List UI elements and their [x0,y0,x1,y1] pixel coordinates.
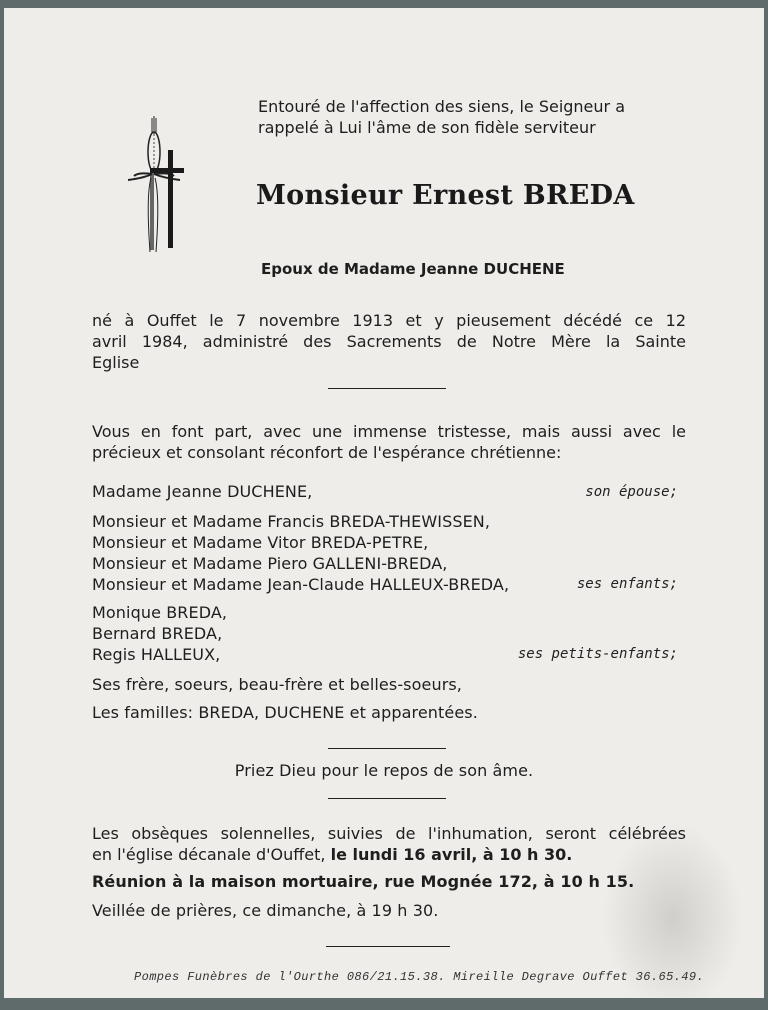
divider [328,748,446,749]
prayer-text: Priez Dieu pour le repos de son âme. [234,761,534,780]
divider [328,388,446,389]
cross-with-wheat-icon [124,116,184,256]
family-children-role: ses enfants; [576,576,678,592]
spouse-line: Epoux de Madame Jeanne DUCHENE [261,260,565,278]
footer-undertaker: Pompes Funèbres de l'Ourthe 086/21.15.38. Mireille Degrave Ouffet 36.65.49. [134,970,705,984]
intro-text [258,96,625,138]
vigil-info: Veillée de prières, ce dimanche, à 19 h 30. [92,901,439,920]
child-entry: Monsieur et Madame Piero GALLENI-BREDA, [92,554,448,573]
announcement-line-2: précieux et consolant réconfort de l'espérance chrétienne: [92,443,562,462]
divider [328,798,446,799]
memorial-card [4,8,764,998]
birth-death-line-3: Eglise [92,353,140,372]
child-entry: Monsieur et Madame Vitor BREDA-PETRE, [92,533,429,552]
birth-death-line-1: né à Ouffet le 7 novembre 1913 et y pieusement décédé ce 12 [92,311,686,330]
divider [326,946,450,947]
deceased-name: Monsieur Ernest BREDA [256,180,635,211]
funeral-location: en l'église décanale d'Ouffet, [92,845,331,864]
intro-line-2: rappelé à Lui l'âme de son fidèle serviteur [258,118,596,137]
family-spouse-name: Madame Jeanne DUCHENE, [92,482,313,501]
family-grandchildren-role: ses petits-enfants; [517,646,678,662]
family-spouse-role: son épouse; [585,484,678,500]
child-entry: Monsieur et Madame Jean-Claude HALLEUX-BREDA, [92,575,510,594]
meeting-info: Réunion à la maison mortuaire, rue Mognée 172, à 10 h 15. [92,872,635,891]
grandchild-entry: Regis HALLEUX, [92,645,221,664]
intro-line-1: Entouré de l'affection des siens, le Seigneur a [258,97,626,116]
grandchild-entry: Monique BREDA, [92,603,228,622]
child-entry: Monsieur et Madame Francis BREDA-THEWISSEN, [92,512,491,531]
funeral-line-2 [92,844,686,865]
family-siblings: Ses frère, soeurs, beau-frère et belles-soeurs, [92,675,462,694]
family-grandchildren-list [92,602,227,665]
family-relatives: Les familles: BREDA, DUCHENE et apparentées. [92,703,478,722]
announcement-line-1: Vous en font part, avec une immense tristesse, mais aussi avec le [92,422,686,441]
funeral-date-time: le lundi 16 avril, à 10 h 30. [330,845,573,864]
funeral-paragraph [92,823,686,865]
birth-death-paragraph [92,310,686,373]
funeral-line-1: Les obsèques solennelles, suivies de l'inhumation, seront célébrées [92,824,686,843]
birth-death-line-2: avril 1984, administré des Sacrements de Notre Mère la Sainte [92,332,686,351]
announcement-paragraph [92,421,686,463]
family-children-list [92,511,509,595]
grandchild-entry: Bernard BREDA, [92,624,223,643]
